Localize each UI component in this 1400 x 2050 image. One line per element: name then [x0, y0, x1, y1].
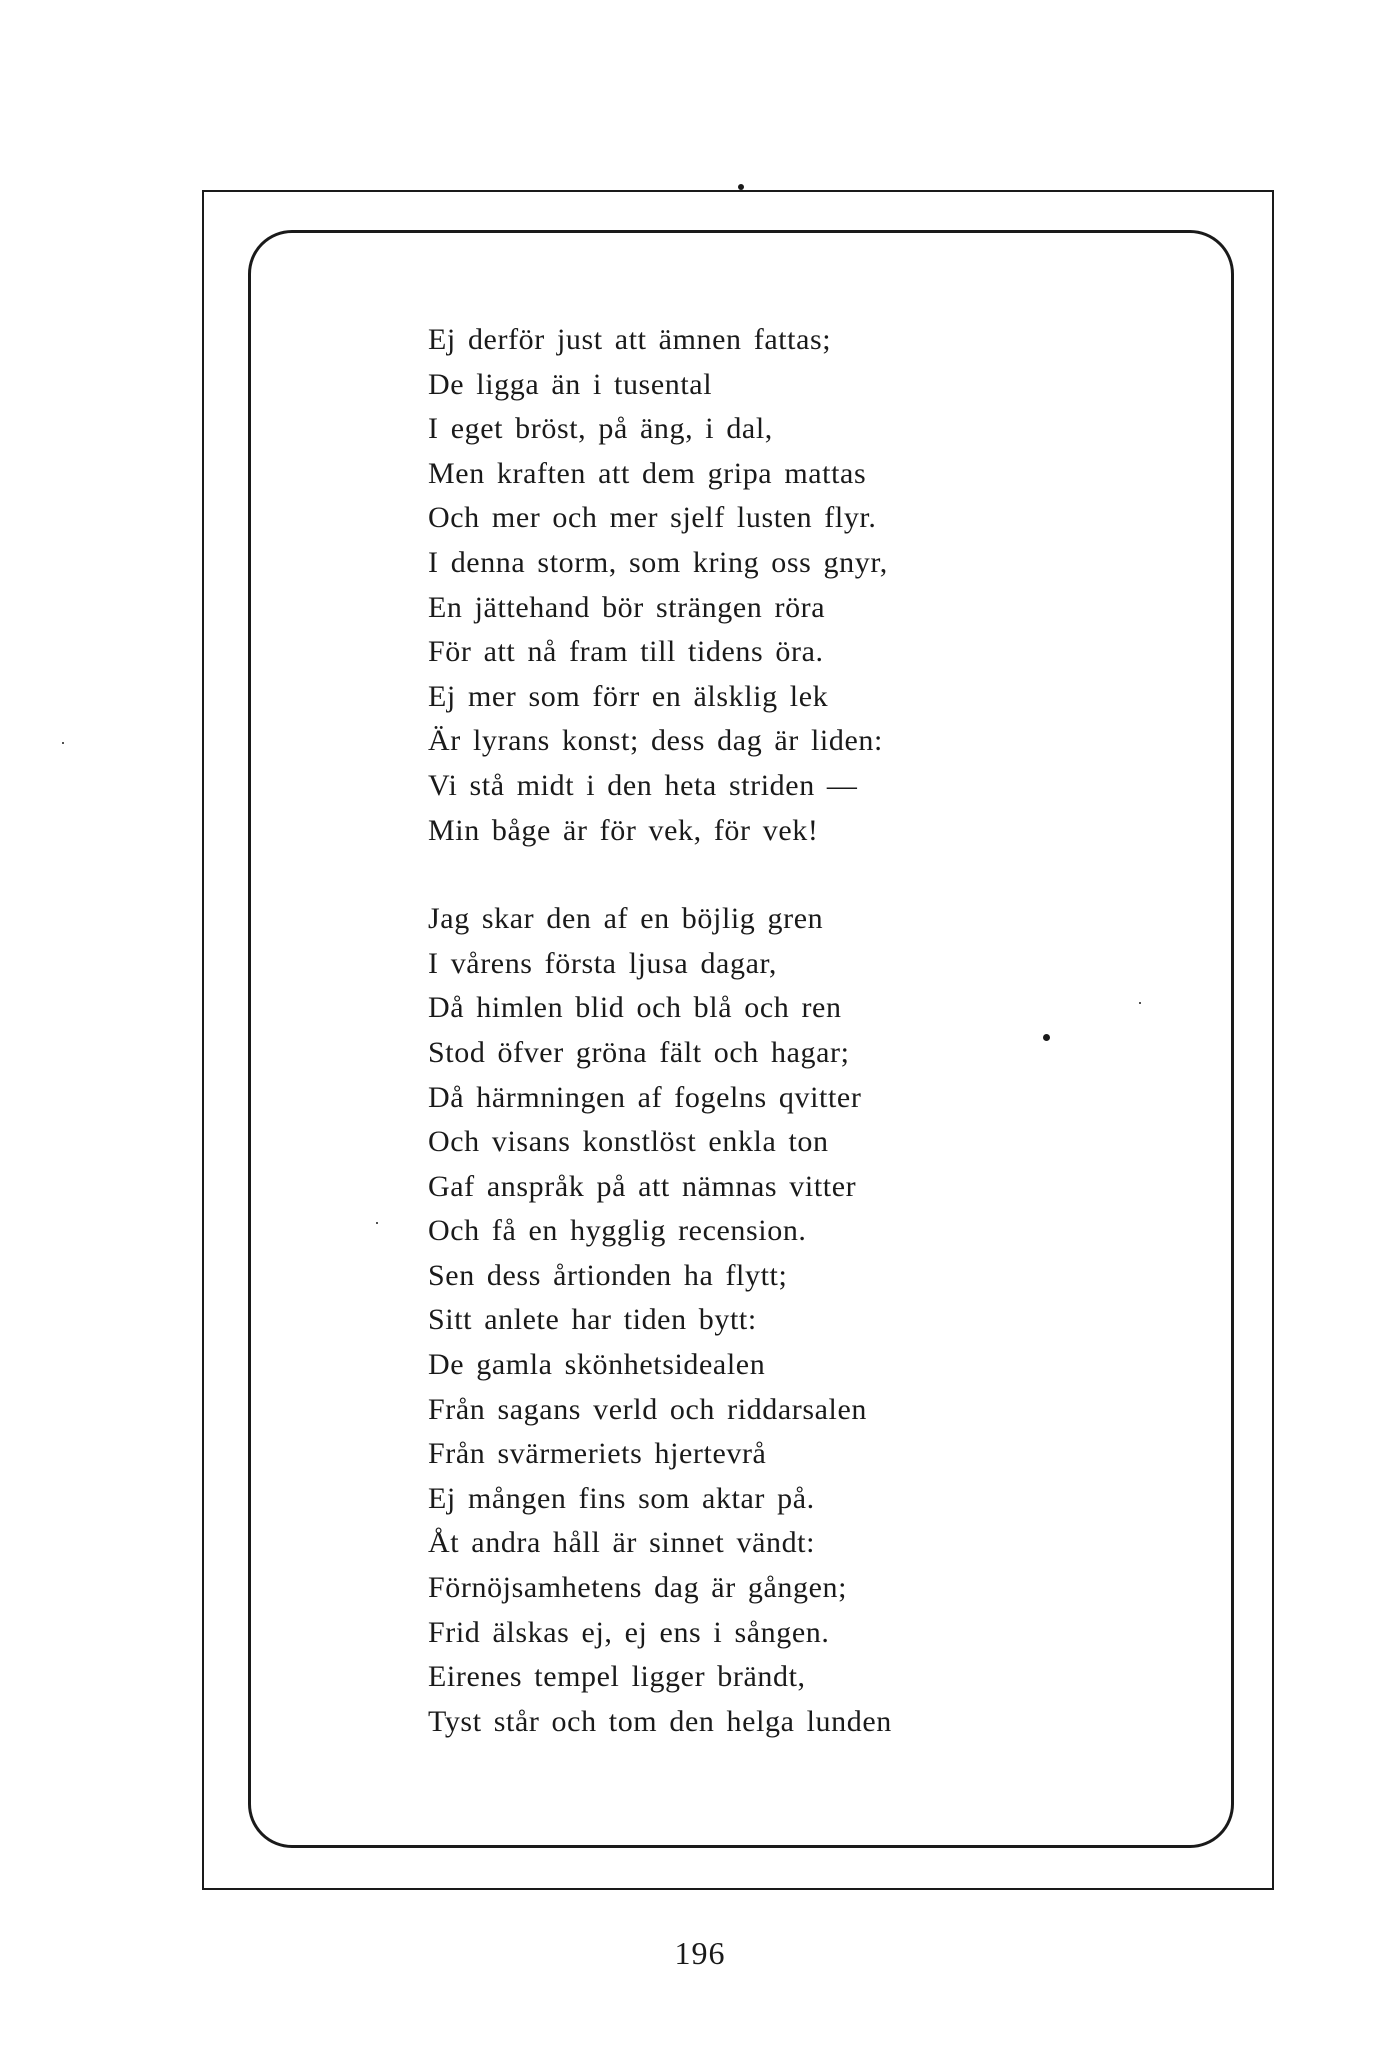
- verse-line: I denna storm, som kring oss gnyr,: [428, 545, 888, 579]
- verse-line: För att nå fram till tidens öra.: [428, 635, 824, 669]
- verse-line: Gaf anspråk på att nämnas vitter: [428, 1169, 857, 1203]
- verse-line: Ej mer som förr en älsklig lek: [428, 679, 829, 713]
- verse-line: I eget bröst, på äng, i dal,: [428, 412, 773, 446]
- verse-line: Men kraften att dem gripa mattas: [428, 456, 867, 490]
- verse-line: Då himlen blid och blå och ren: [428, 991, 842, 1025]
- verse-line: Tyst står och tom den helga lunden: [428, 1704, 892, 1738]
- verse-line: Stod öfver gröna fält och hagar;: [428, 1035, 850, 1069]
- verse-line: Jag skar den af en böjlig gren: [428, 902, 824, 936]
- verse-line: I vårens första ljusa dagar,: [428, 946, 777, 980]
- verse-line: Sitt anlete har tiden bytt:: [428, 1303, 757, 1337]
- ink-speck: [1043, 1034, 1050, 1041]
- stanza-2: [428, 897, 1188, 1744]
- verse-line: Förnöjsamhetens dag är gången;: [428, 1571, 848, 1605]
- ink-speck: [376, 1222, 378, 1224]
- verse-line: De gamla skönhetsidealen: [428, 1348, 766, 1382]
- verse-line: Och visans konstlöst enkla ton: [428, 1125, 829, 1159]
- verse-line: Är lyrans konst; dess dag är liden:: [428, 724, 883, 758]
- verse-line: Ej derför just att ämnen fattas;: [428, 323, 832, 356]
- ink-speck: [62, 742, 64, 744]
- verse-line: Åt andra håll är sinnet vändt:: [428, 1526, 816, 1560]
- stanza-1: [428, 318, 1188, 853]
- poem-text: [428, 318, 1188, 1744]
- verse-line: Min båge är för vek, för vek!: [428, 813, 819, 847]
- verse-line: Eirenes tempel ligger brändt,: [428, 1660, 806, 1694]
- verse-line: Sen dess årtionden ha flytt;: [428, 1258, 788, 1292]
- verse-line: En jättehand bör strängen röra: [428, 590, 826, 624]
- verse-line: Från sagans verld och riddarsalen: [428, 1392, 867, 1426]
- ink-speck: [1139, 1002, 1141, 1004]
- verse-line: Och få en hygglig recension.: [428, 1214, 807, 1248]
- verse-line: Och mer och mer sjelf lusten flyr.: [428, 501, 877, 535]
- top-ornament-dot: [738, 184, 744, 190]
- verse-line: Vi stå midt i den heta striden —: [428, 768, 858, 802]
- verse-line: De ligga än i tusental: [428, 367, 713, 401]
- verse-line: Då härmningen af fogelns qvitter: [428, 1080, 862, 1114]
- verse-line: Från svärmeriets hjertevrå: [428, 1437, 767, 1471]
- page-number: 196: [674, 1935, 726, 1971]
- verse-line: Frid älskas ej, ej ens i sången.: [428, 1615, 830, 1649]
- verse-line: Ej mången fins som aktar på.: [428, 1481, 815, 1515]
